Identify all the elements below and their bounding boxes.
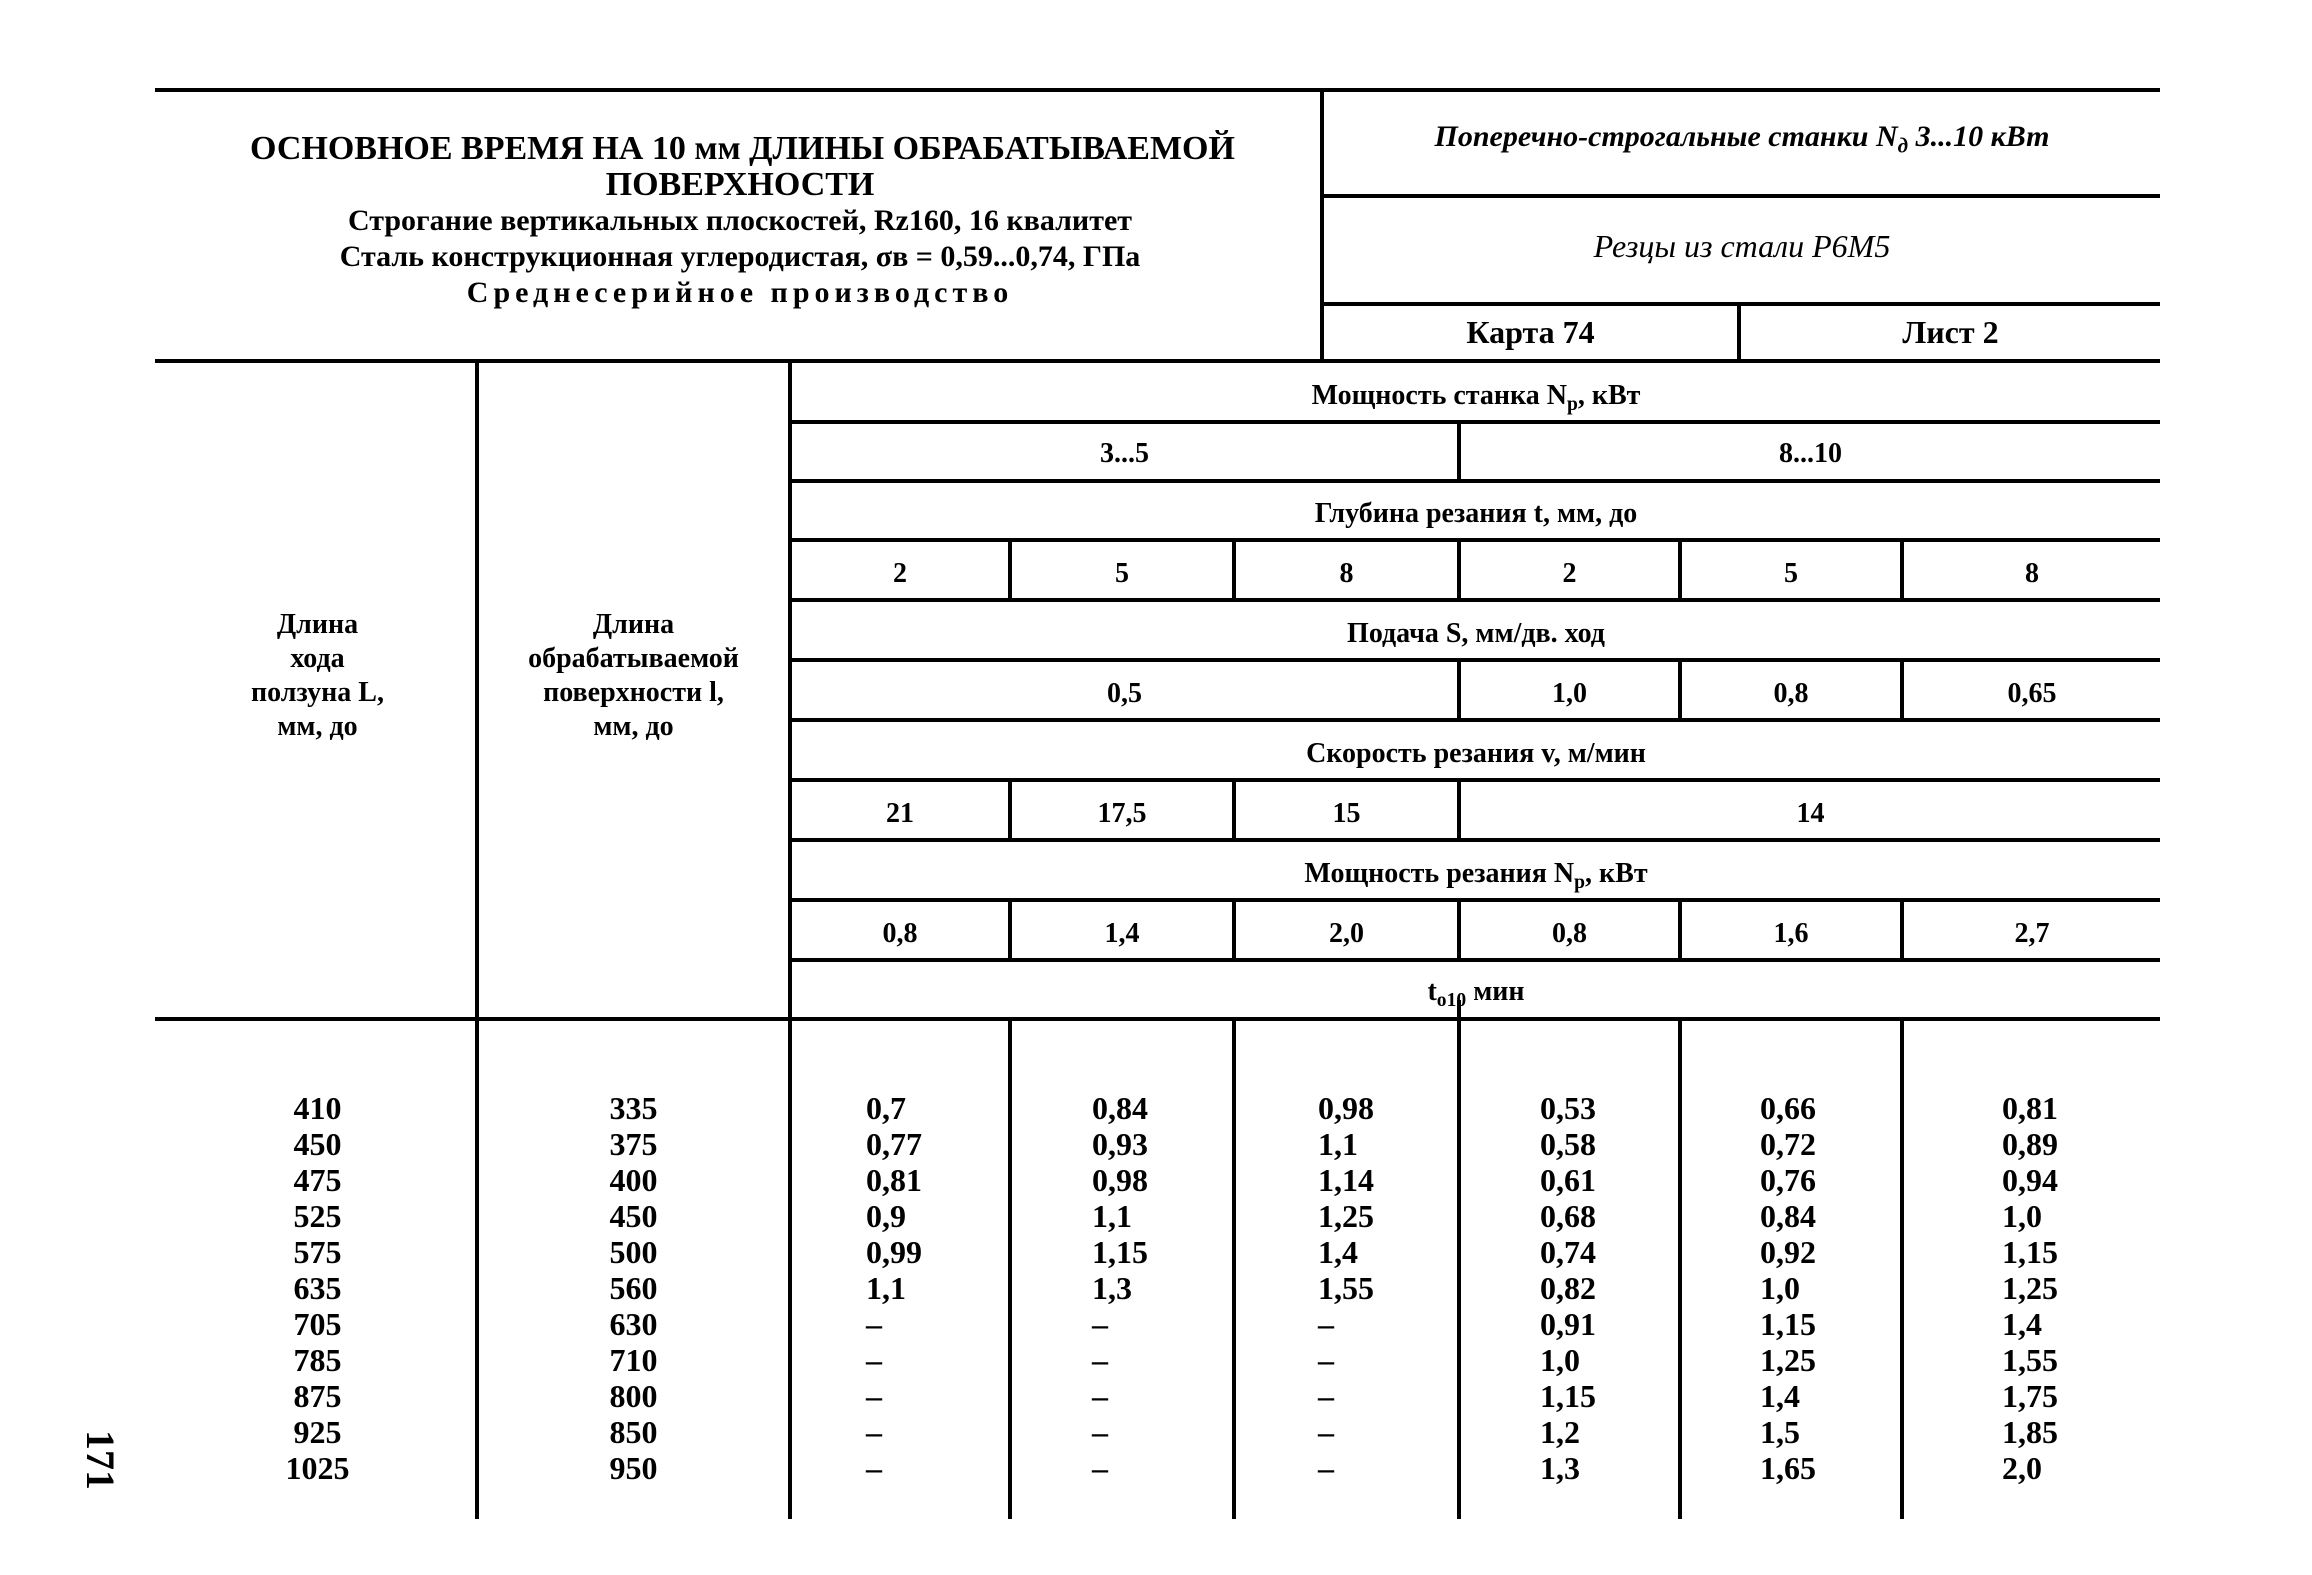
tool-label: Резцы из стали Р6М5 (1593, 228, 1891, 264)
subtitle-2: Сталь конструкционная углеродистая, σв = 0,59...0,74, ГПа (339, 240, 1141, 273)
table-cell: 1,1 (1318, 1126, 1358, 1162)
table-cell: 630 (609, 1306, 658, 1342)
depth-label: Глубина резания t, мм, до (1314, 498, 1638, 529)
power-group-1: 3...5 (1100, 438, 1149, 469)
rule-depths (788, 598, 2160, 602)
table-cell: 785 (293, 1342, 342, 1378)
body-divider-d (1678, 1017, 1682, 1519)
table-cell: 0,82 (1540, 1270, 1596, 1306)
table-cell: – (1092, 1414, 1108, 1450)
speed-label: Скорость резания v, м/мин (1306, 738, 1646, 769)
page-number: 171 (78, 1430, 123, 1490)
table-cell: – (1318, 1378, 1334, 1414)
table-cell: 850 (609, 1414, 658, 1450)
table-cell: 0,84 (1760, 1198, 1816, 1234)
table-cell: 0,74 (1540, 1234, 1596, 1270)
table-cell: 1,1 (866, 1270, 906, 1306)
col1-line-3: ползуна L, (251, 677, 384, 708)
machine-range: 3...10 кВт (1915, 120, 2050, 153)
col-surface-length (479, 1090, 788, 1486)
rule-speeds (788, 838, 2160, 842)
table-cell: 1,25 (1318, 1198, 1374, 1234)
top-rule (155, 88, 2160, 92)
depth-4: 2 (1562, 558, 1577, 589)
table-cell: – (1318, 1414, 1334, 1450)
depth-2: 5 (1115, 558, 1129, 589)
table-cell: 0,93 (1092, 1126, 1148, 1162)
table-cell: 0,61 (1540, 1162, 1596, 1198)
speed-2: 17,5 (1097, 798, 1147, 829)
col-time-6 (2002, 1090, 2122, 1486)
title-line-2: ПОВЕРХНОСТИ (605, 166, 875, 203)
col2-line-2: обрабатываемой (528, 643, 739, 674)
col-time-5 (1760, 1090, 1880, 1486)
machine-label: Поперечно-строгальные станки (1434, 120, 1869, 153)
table-cell: – (866, 1414, 882, 1450)
depth-1: 2 (893, 558, 907, 589)
table-cell: 800 (609, 1378, 658, 1414)
col-time-3 (1318, 1090, 1438, 1486)
table-cell: 0,91 (1540, 1306, 1596, 1342)
table-cell: 1,15 (2002, 1234, 2058, 1270)
table-cell: 0,9 (866, 1198, 906, 1234)
depth-3: 8 (1339, 558, 1354, 589)
table-cell: 1,4 (1760, 1378, 1800, 1414)
rule-cut-power-label (788, 898, 2160, 902)
feed-4: 0,65 (2007, 678, 2057, 709)
title-line-1: ОСНОВНОЕ ВРЕМЯ НА 10 мм ДЛИНЫ ОБРАБАТЫВАЕМОЙ (250, 130, 1235, 167)
subtitle-3: Среднесерийное производство (466, 276, 1014, 309)
table-cell: 500 (609, 1234, 658, 1270)
table-cell: 410 (293, 1090, 342, 1126)
col-time-1 (866, 1090, 986, 1486)
rule-speed-label (788, 778, 2160, 782)
col1-line-2: хода (290, 643, 345, 674)
col2-line-1: Длина (592, 609, 675, 640)
table-cell: 0,77 (866, 1126, 922, 1162)
body-top-rule (155, 1017, 2160, 1021)
table-cell: 0,58 (1540, 1126, 1596, 1162)
cut-power-label: Мощность резания $N_р$, кВт (1304, 858, 1648, 893)
table-cell: 1,15 (1760, 1306, 1816, 1342)
table-cell: 375 (609, 1126, 658, 1162)
table-cell: – (866, 1306, 882, 1342)
table-cell: 0,81 (2002, 1090, 2058, 1126)
table-cell: 400 (609, 1162, 658, 1198)
table-cell: 2,0 (2002, 1450, 2042, 1486)
table-cell: 1,15 (1092, 1234, 1148, 1270)
cut-power-4: 0,8 (1552, 918, 1587, 949)
body-divider-a (1008, 1017, 1012, 1519)
speed-3: 15 (1332, 798, 1361, 829)
table-cell: 1,15 (1540, 1378, 1596, 1414)
table-cell: – (1318, 1342, 1334, 1378)
col1-line-1: Длина (276, 609, 359, 640)
table-cell: 875 (293, 1378, 342, 1414)
col2-line-4: мм, до (593, 711, 674, 742)
table-cell: 525 (293, 1198, 342, 1234)
cut-power-6: 2,7 (2014, 918, 2050, 949)
table-cell: 0,92 (1760, 1234, 1816, 1270)
table-cell: – (1092, 1306, 1108, 1342)
col2-header (479, 608, 788, 744)
machine-sub: д (1897, 133, 1909, 158)
speed-1: 21 (886, 798, 914, 829)
table-cell: 450 (609, 1198, 658, 1234)
table-cell: 1,3 (1540, 1450, 1580, 1486)
col1-line-4: мм, до (277, 711, 358, 742)
table-cell: 0,84 (1092, 1090, 1148, 1126)
table-cell: 1,14 (1318, 1162, 1374, 1198)
table-cell: 0,98 (1092, 1162, 1148, 1198)
table-cell: – (1092, 1342, 1108, 1378)
rule-power-label (788, 420, 2160, 424)
table-cell: 1,85 (2002, 1414, 2058, 1450)
cut-power-5: 1,6 (1773, 918, 1809, 949)
header-bottom-rule (155, 359, 2160, 363)
table-cell: 925 (293, 1414, 342, 1450)
depth-5: 5 (1784, 558, 1798, 589)
body-divider-c (1457, 1000, 1461, 1519)
table-cell: – (1092, 1450, 1108, 1486)
table-cell: – (1318, 1450, 1334, 1486)
table-cell: 0,94 (2002, 1162, 2058, 1198)
body-divider-b (1232, 1017, 1236, 1519)
table-cell: 0,76 (1760, 1162, 1816, 1198)
card-number: Карта 74 (1466, 314, 1595, 350)
table-cell: 1,0 (1540, 1342, 1580, 1378)
speed-4: 14 (1796, 798, 1825, 829)
table-cell: 1,65 (1760, 1450, 1816, 1486)
table-cell: 450 (293, 1126, 342, 1162)
table-cell: 1,3 (1092, 1270, 1132, 1306)
rule-depth-label (788, 538, 2160, 542)
col2-line-3: поверхности l, (543, 677, 724, 708)
table-cell: 950 (609, 1450, 658, 1486)
table-cell: – (1318, 1306, 1334, 1342)
table-cell: 0,53 (1540, 1090, 1596, 1126)
machine-symbol: N (1875, 120, 1898, 153)
table-cell: 575 (293, 1234, 342, 1270)
table-cell: – (866, 1342, 882, 1378)
table-cell: – (866, 1378, 882, 1414)
table-cell: 1,25 (1760, 1342, 1816, 1378)
table-cell: 1,0 (2002, 1198, 2042, 1234)
table-cell: – (866, 1450, 882, 1486)
table-cell: 1,0 (1760, 1270, 1800, 1306)
table-cell: 0,66 (1760, 1090, 1816, 1126)
col-time-2 (1092, 1090, 1212, 1486)
table-cell: 0,68 (1540, 1198, 1596, 1234)
feed-1: 0,5 (1107, 678, 1142, 709)
col-stroke-length (160, 1090, 475, 1486)
table-cell: 1,75 (2002, 1378, 2058, 1414)
table-cell: 1,25 (2002, 1270, 2058, 1306)
table-cell: 0,89 (2002, 1126, 2058, 1162)
table-cell: 1,1 (1092, 1198, 1132, 1234)
feed-2: 1,0 (1552, 678, 1587, 709)
power-group-2: 8...10 (1779, 438, 1842, 469)
table-cell: 335 (609, 1090, 658, 1126)
table-cell: 1,4 (2002, 1306, 2042, 1342)
table-cell: 635 (293, 1270, 342, 1306)
table-cell: 475 (293, 1162, 342, 1198)
table-cell: 0,7 (866, 1090, 906, 1126)
table-cell: 705 (293, 1306, 342, 1342)
table-cell: 1,5 (1760, 1414, 1800, 1450)
cut-power-3: 2,0 (1329, 918, 1364, 949)
table-cell: 1,55 (2002, 1342, 2058, 1378)
rule-feed-label (788, 658, 2160, 662)
table-cell: 0,81 (866, 1162, 922, 1198)
depth-6: 8 (2025, 558, 2039, 589)
feed-3: 0,8 (1773, 678, 1809, 709)
table-cell: 1,2 (1540, 1414, 1580, 1450)
table-cell: 0,72 (1760, 1126, 1816, 1162)
rule-power-groups (788, 479, 2160, 483)
table-cell: 1,55 (1318, 1270, 1374, 1306)
machine-type (1324, 122, 2160, 156)
table-cell: 1025 (285, 1450, 350, 1486)
table-cell: 560 (609, 1270, 658, 1306)
cut-power-1: 0,8 (882, 918, 918, 949)
sheet-number: Лист 2 (1902, 314, 1999, 350)
table-cell: 1,4 (1318, 1234, 1358, 1270)
rule-cut-powers (788, 958, 2160, 962)
time-label: $t_{о10}$ мин (1427, 976, 1525, 1011)
rule-feeds (788, 718, 2160, 722)
feed-label: Подача S, мм/дв. ход (1347, 618, 1605, 649)
header-right-line-1 (1320, 194, 2160, 198)
col1-header (160, 608, 475, 744)
col-time-4 (1540, 1090, 1660, 1486)
machine-power-label: Мощность станка $N_р$, кВт (1311, 380, 1641, 415)
table-cell: – (1092, 1378, 1108, 1414)
body-divider-e (1900, 1017, 1904, 1519)
table-cell: 710 (609, 1342, 658, 1378)
cut-power-2: 1,4 (1104, 918, 1140, 949)
table-cell: 0,98 (1318, 1090, 1374, 1126)
table-cell: 0,99 (866, 1234, 922, 1270)
subtitle-1: Строгание вертикальных плоскостей, Rz160, 16 квалитет (348, 204, 1132, 237)
